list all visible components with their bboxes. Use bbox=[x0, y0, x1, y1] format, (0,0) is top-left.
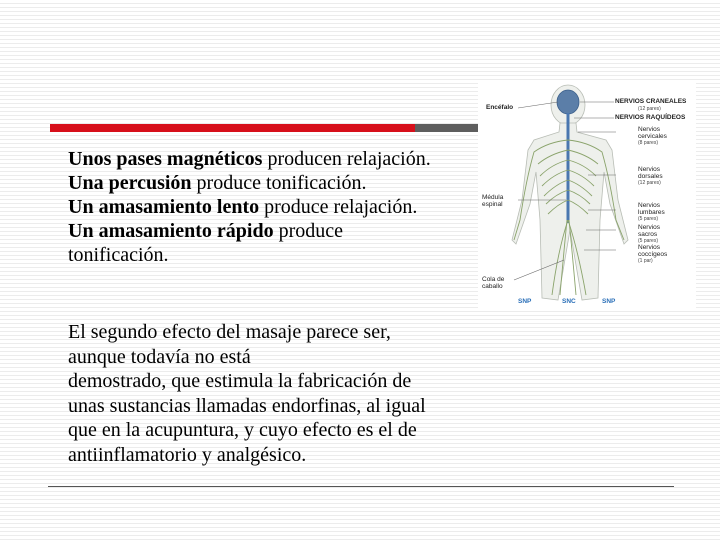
label-coccigeos: Nervios coccígeos (1 par) bbox=[638, 244, 668, 264]
label-medula: Médula espinal bbox=[482, 194, 504, 208]
label-snp-right: SNP bbox=[602, 298, 616, 305]
paragraph-line: El segundo efecto del masaje parece ser, bbox=[68, 321, 391, 343]
paragraph-line: que en la acupuntura, y cuyo efecto es el de bbox=[68, 419, 417, 441]
paragraph-line: antiinflamatorio y analgésico. bbox=[68, 443, 307, 466]
bullet-item: Una percusión produce tonificación. bbox=[68, 172, 367, 194]
massage-effects-list bbox=[68, 147, 498, 267]
label-craneales-count: (12 pares) bbox=[638, 106, 661, 112]
paragraph-line: demostrado, que estimula la fabricación de bbox=[68, 370, 412, 392]
title-rule-red bbox=[50, 124, 415, 132]
label-snc: SNC bbox=[562, 298, 576, 305]
paragraph-line: unas sustancias llamadas endorfinas, al igual bbox=[68, 394, 426, 417]
label-sacros: Nervios sacros (5 pares) bbox=[638, 224, 661, 244]
label-encefalo: Encéfalo bbox=[486, 104, 514, 111]
label-cola-de-caballo: Cola de caballo bbox=[482, 276, 505, 290]
bullet-item: Un amasamiento lento produce relajación. bbox=[68, 196, 418, 218]
nervous-system-figure bbox=[478, 80, 696, 309]
label-nervios-raquideos: NERVIOS RAQUÍDEOS bbox=[615, 114, 686, 121]
endorphins-paragraph bbox=[68, 320, 508, 467]
label-cervicales: Nervios cervicales (8 pares) bbox=[638, 126, 667, 146]
label-lumbares: Nervios lumbares (5 pares) bbox=[638, 202, 665, 222]
label-snp-left: SNP bbox=[518, 298, 532, 305]
footer-rule bbox=[48, 486, 674, 487]
bullet-item: Un amasamiento rápido produce tonificación. bbox=[68, 220, 343, 266]
bullet-item: Unos pases magnéticos producen relajación. bbox=[68, 148, 431, 170]
paragraph-line: aunque todavía no está bbox=[68, 345, 251, 368]
label-dorsales: Nervios dorsales (12 pares) bbox=[638, 166, 663, 186]
label-nervios-craneales: NERVIOS CRANEALES bbox=[615, 98, 687, 105]
